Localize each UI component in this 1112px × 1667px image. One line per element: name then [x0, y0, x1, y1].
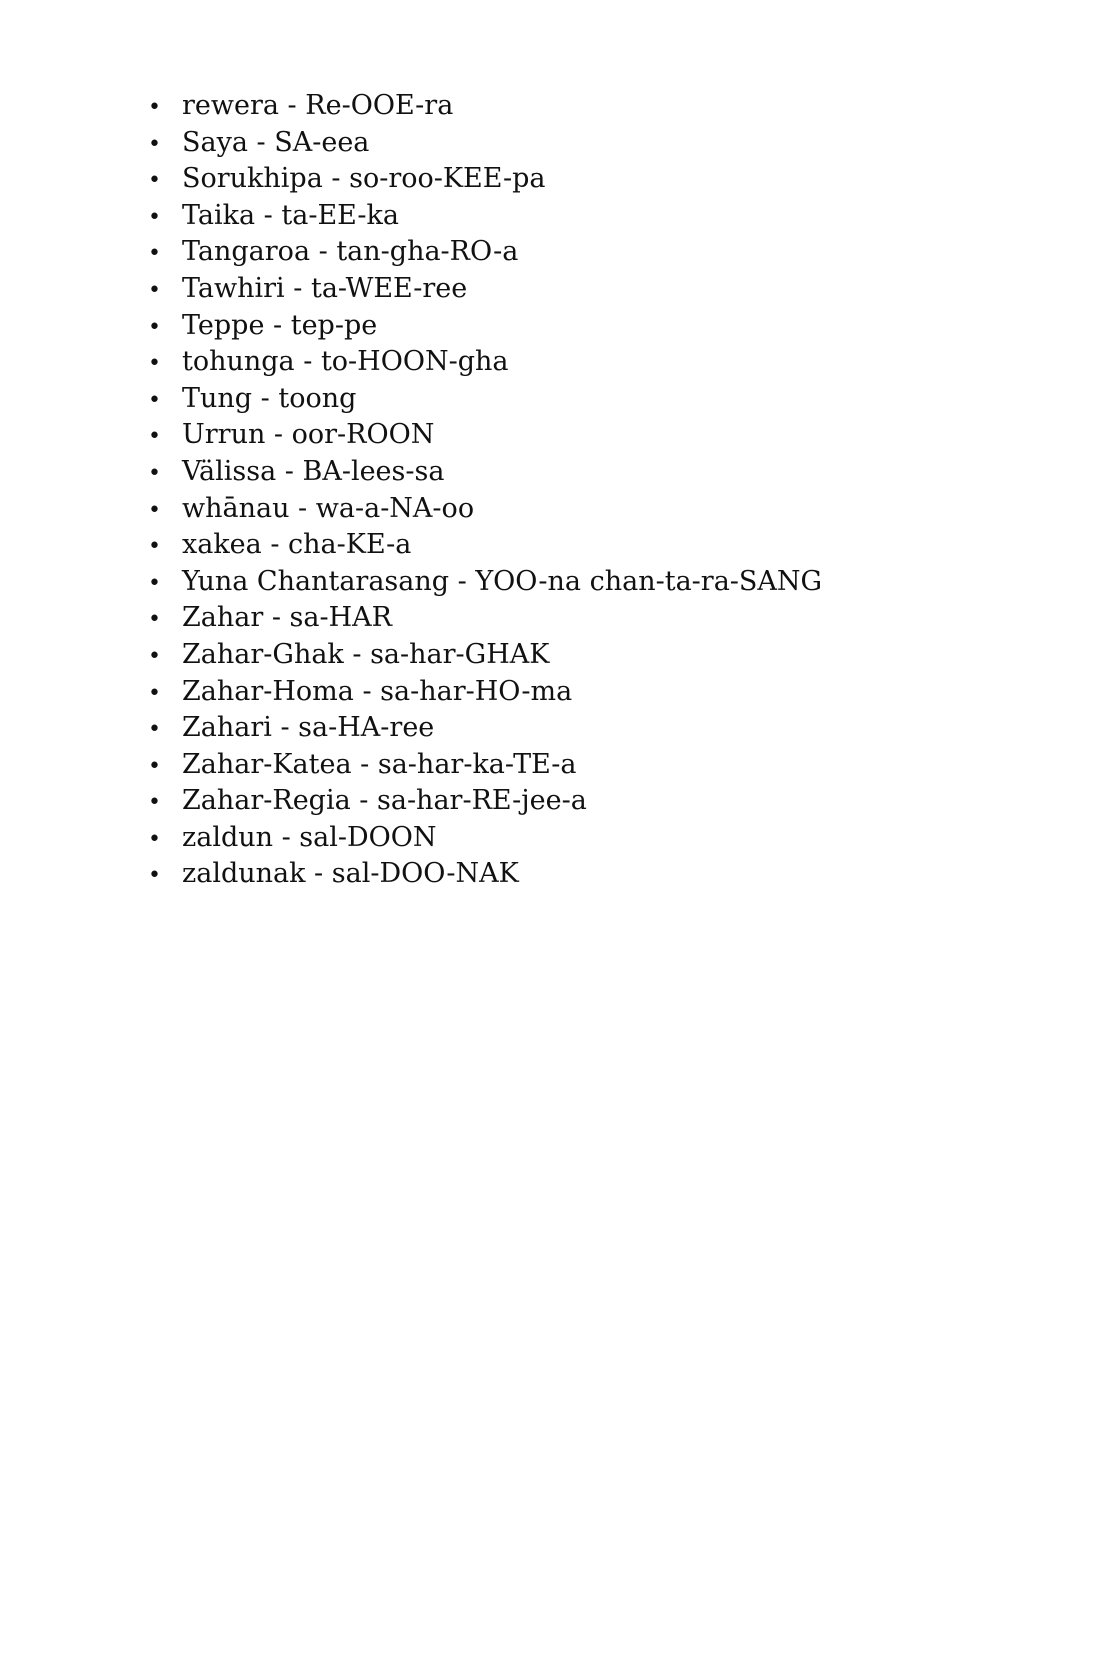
- pronunciation-entry: Taika - ta-EE-ka: [182, 199, 399, 231]
- list-item: [148, 417, 822, 454]
- list-item: [148, 381, 822, 418]
- pronunciation-entry: Yuna Chantarasang - YOO-na chan-ta-ra-SANG: [182, 565, 823, 597]
- pronunciation-entry: Tangaroa - tan-gha-RO-a: [182, 236, 519, 268]
- pronunciation-entry: tohunga - to-HOON-gha: [182, 346, 509, 378]
- list-item: [148, 564, 822, 601]
- list-item: [148, 454, 822, 491]
- pronunciation-list: [148, 88, 822, 893]
- bullet-icon: •: [148, 534, 161, 560]
- list-item: [148, 491, 822, 528]
- pronunciation-entry: zaldunak - sal-DOO-NAK: [182, 858, 519, 890]
- list-item: [148, 637, 822, 674]
- list-item: [148, 747, 822, 784]
- pronunciation-entry: rewera - Re-OOE-ra: [182, 90, 454, 121]
- bullet-icon: •: [148, 351, 161, 377]
- list-item: [148, 710, 822, 747]
- pronunciation-entry: Tawhiri - ta-WEE-ree: [182, 272, 468, 304]
- bullet-icon: •: [148, 497, 161, 523]
- bullet-icon: •: [148, 95, 161, 120]
- list-item: [148, 344, 822, 381]
- list-item: [148, 674, 822, 711]
- pronunciation-entry: Teppe - tep-pe: [182, 309, 378, 341]
- bullet-icon: •: [148, 643, 161, 669]
- list-item: [148, 88, 822, 125]
- bullet-icon: •: [148, 168, 161, 194]
- pronunciation-entry: Urrun - oor-ROON: [182, 419, 435, 451]
- list-item: [148, 527, 822, 564]
- bullet-icon: •: [148, 314, 161, 340]
- bullet-icon: •: [148, 790, 161, 816]
- pronunciation-entry: Tung - toong: [182, 382, 357, 414]
- list-item: [148, 308, 822, 345]
- pronunciation-entry: Saya - SA-eea: [182, 126, 370, 158]
- list-item: [148, 161, 822, 198]
- list-item: [148, 271, 822, 308]
- pronunciation-entry: xakea - cha-KE-a: [182, 529, 412, 561]
- bullet-icon: •: [148, 277, 161, 303]
- pronunciation-entry: Zahar-Katea - sa-har-ka-TE-a: [182, 748, 577, 780]
- bullet-icon: •: [148, 680, 161, 706]
- list-item: [148, 198, 822, 235]
- pronunciation-entry: Välissa - BA-lees-sa: [182, 455, 445, 487]
- bullet-icon: •: [148, 607, 161, 633]
- bullet-icon: •: [148, 241, 161, 267]
- pronunciation-entry: Zahar - sa-HAR: [182, 602, 392, 634]
- bullet-icon: •: [148, 387, 161, 413]
- bullet-icon: •: [148, 753, 161, 779]
- list-item: [148, 820, 822, 857]
- list-item: [148, 234, 822, 271]
- list-item: [148, 600, 822, 637]
- bullet-icon: •: [148, 424, 161, 450]
- list-item: [148, 856, 822, 893]
- pronunciation-entry: Zahari - sa-HA-ree: [182, 712, 435, 744]
- pronunciation-entry: Zahar-Regia - sa-har-RE-jee-a: [182, 785, 587, 817]
- list-item: [148, 125, 822, 162]
- pronunciation-entry: zaldun - sal-DOON: [182, 821, 437, 853]
- bullet-icon: •: [148, 717, 161, 743]
- pronunciation-entry: Zahar-Ghak - sa-har-GHAK: [182, 638, 550, 670]
- list-item: [148, 783, 822, 820]
- bullet-icon: •: [148, 131, 161, 157]
- bullet-icon: •: [148, 863, 161, 889]
- bullet-icon: •: [148, 204, 161, 230]
- bullet-icon: •: [148, 460, 161, 486]
- pronunciation-entry: Zahar-Homa - sa-har-HO-ma: [182, 675, 573, 707]
- pronunciation-entry: Sorukhipa - so-roo-KEE-pa: [182, 163, 546, 195]
- bullet-icon: •: [148, 570, 161, 596]
- pronunciation-entry: whānau - wa-a-NA-oo: [182, 492, 475, 524]
- bullet-icon: •: [148, 826, 161, 852]
